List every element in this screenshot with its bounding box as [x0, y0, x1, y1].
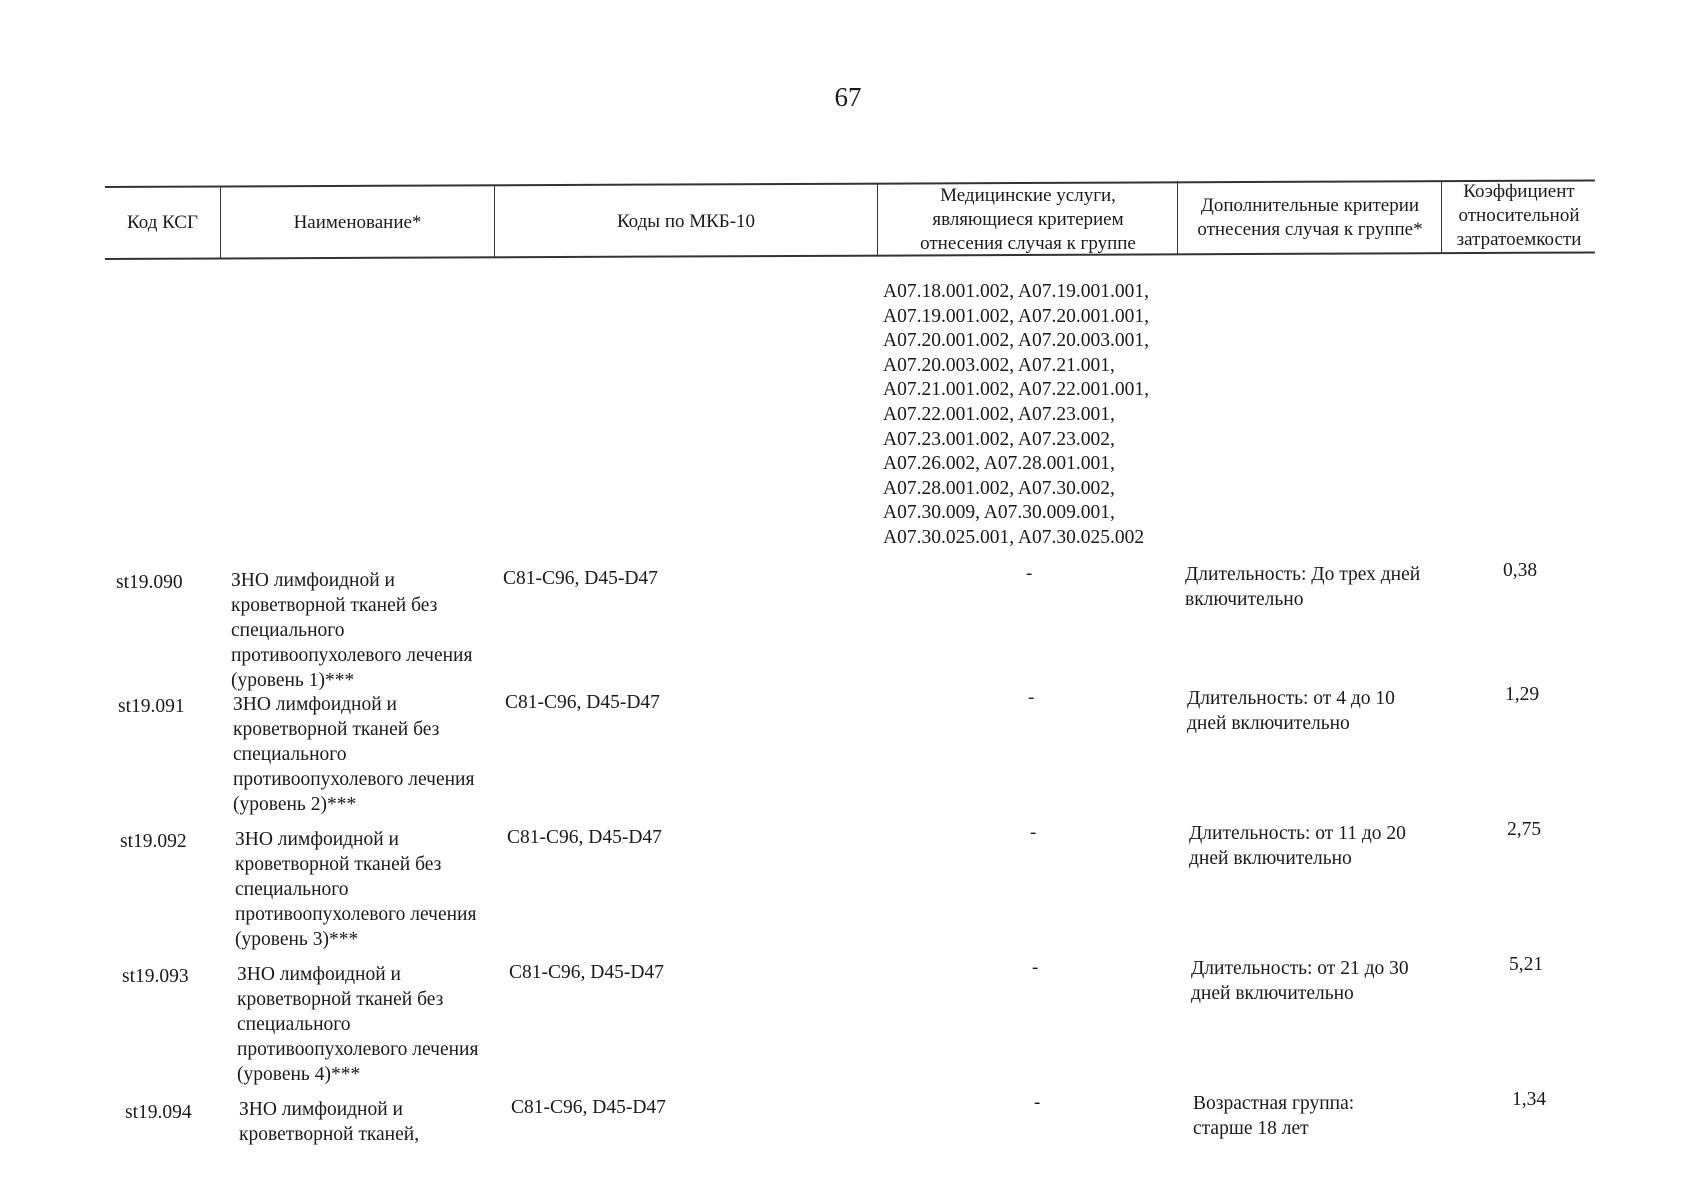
row-coef: 5,21 — [1508, 954, 1544, 975]
row-name — [239, 1097, 419, 1147]
header-coef: Коэффициент относительной затратоемкости — [1456, 181, 1582, 250]
name-line: кроветворной тканей без — [231, 595, 438, 616]
service-line: A07.26.002, A07.28.001.001, — [883, 453, 1115, 475]
row-icd: C81-C96, D45-D47 — [505, 692, 660, 713]
name-line: специального — [231, 620, 345, 641]
row-code: st19.093 — [122, 966, 189, 987]
row-criteria — [1189, 821, 1406, 871]
criteria-line: дней включительно — [1189, 848, 1352, 869]
name-line: ЗНО лимфоидной и — [237, 964, 401, 985]
row-code: st19.090 — [116, 572, 183, 593]
row-icd: C81-C96, D45-D47 — [509, 962, 664, 983]
row-criteria — [1193, 1091, 1354, 1141]
name-line: специального — [235, 879, 349, 900]
header-col-divider — [1441, 180, 1442, 253]
row-name — [233, 692, 474, 817]
service-line: A07.18.001.002, A07.19.001.001, — [883, 281, 1149, 302]
header-name: Наименование* — [293, 212, 422, 233]
service-line: A07.20.003.002, A07.21.001, — [883, 354, 1115, 376]
service-line: A07.28.001.002, A07.30.002, — [883, 477, 1115, 499]
row-code: st19.091 — [118, 696, 185, 717]
name-line: кроветворной тканей без — [233, 719, 440, 740]
row-coef: 0,38 — [1502, 560, 1538, 581]
header-col-divider — [1177, 181, 1178, 254]
header-criteria: Дополнительные критерии отнесения случая к группе* — [1197, 195, 1423, 240]
name-line: специального — [237, 1014, 351, 1035]
name-line: (уровень 2)*** — [233, 794, 357, 815]
criteria-line: Длительность: До трех дней — [1185, 564, 1421, 585]
row-code: st19.094 — [125, 1102, 192, 1123]
row-icd: C81-C96, D45-D47 — [507, 827, 662, 848]
name-line: противоопухолевого лечения — [235, 904, 477, 925]
name-line: противоопухолевого лечения — [233, 769, 475, 790]
row-coef: 1,34 — [1511, 1089, 1547, 1110]
row-icd: C81-C96, D45-D47 — [511, 1097, 666, 1118]
name-line: ЗНО лимфоидной и — [233, 694, 397, 715]
name-line: противоопухолевого лечения — [237, 1039, 479, 1060]
header-col-divider — [220, 186, 221, 259]
name-line: ЗНО лимфоидной и — [231, 570, 395, 591]
name-line: (уровень 1)*** — [231, 670, 355, 691]
header-code: Код КСГ — [127, 212, 198, 233]
criteria-line: дней включительно — [1187, 713, 1350, 734]
row-name — [231, 568, 472, 693]
row-code: st19.092 — [120, 831, 187, 852]
name-line: противоопухолевого лечения — [231, 645, 473, 666]
row-services: - — [1034, 1092, 1041, 1113]
service-line: A07.19.001.002, A07.20.001.001, — [883, 305, 1149, 327]
row-icd: C81-C96, D45-D47 — [503, 568, 658, 589]
continued-services-list — [883, 280, 1149, 551]
row-criteria — [1187, 686, 1395, 736]
criteria-line: дней включительно — [1191, 983, 1354, 1004]
name-line: (уровень 4)*** — [237, 1064, 361, 1085]
service-line: A07.21.001.002, A07.22.001.001, — [883, 379, 1149, 401]
name-line: специального — [233, 744, 347, 765]
row-services: - — [1030, 822, 1037, 843]
row-services: - — [1028, 687, 1035, 708]
name-line: (уровень 3)*** — [235, 929, 359, 950]
header-col-divider — [877, 183, 878, 256]
criteria-line: Возрастная группа: — [1193, 1093, 1355, 1114]
service-line: A07.30.009, A07.30.009.001, — [883, 502, 1115, 524]
row-name — [237, 962, 478, 1087]
row-coef: 1,29 — [1504, 684, 1540, 705]
service-line: A07.20.001.002, A07.20.003.001, — [883, 330, 1149, 352]
row-name — [235, 827, 476, 952]
name-line: кроветворной тканей, — [239, 1124, 420, 1145]
name-line: кроветворной тканей без — [237, 989, 444, 1010]
row-criteria — [1185, 562, 1420, 612]
row-coef: 2,75 — [1506, 819, 1542, 840]
header-services: Медицинские услуги, являющиеся критерием отнесения случая к группе — [920, 185, 1136, 254]
service-line: A07.22.001.002, A07.23.001, — [883, 403, 1115, 425]
name-line: кроветворной тканей без — [235, 854, 442, 875]
header-col-divider — [494, 185, 495, 258]
row-criteria — [1191, 956, 1409, 1006]
service-line: A07.30.025.001, A07.30.025.002 — [883, 526, 1145, 548]
criteria-line: старше 18 лет — [1193, 1118, 1309, 1139]
page-number: 67 — [834, 82, 862, 112]
criteria-line: включительно — [1185, 589, 1304, 610]
service-line: A07.23.001.002, A07.23.002, — [883, 428, 1115, 450]
header-icd: Коды по МКБ-10 — [616, 211, 756, 232]
name-line: ЗНО лимфоидной и — [235, 829, 399, 850]
criteria-line: Длительность: от 11 до 20 — [1189, 823, 1406, 844]
name-line: ЗНО лимфоидной и — [239, 1099, 403, 1120]
criteria-line: Длительность: от 4 до 10 — [1187, 688, 1395, 709]
row-services: - — [1026, 563, 1033, 584]
criteria-line: Длительность: от 21 до 30 — [1191, 958, 1409, 979]
row-services: - — [1032, 957, 1039, 978]
